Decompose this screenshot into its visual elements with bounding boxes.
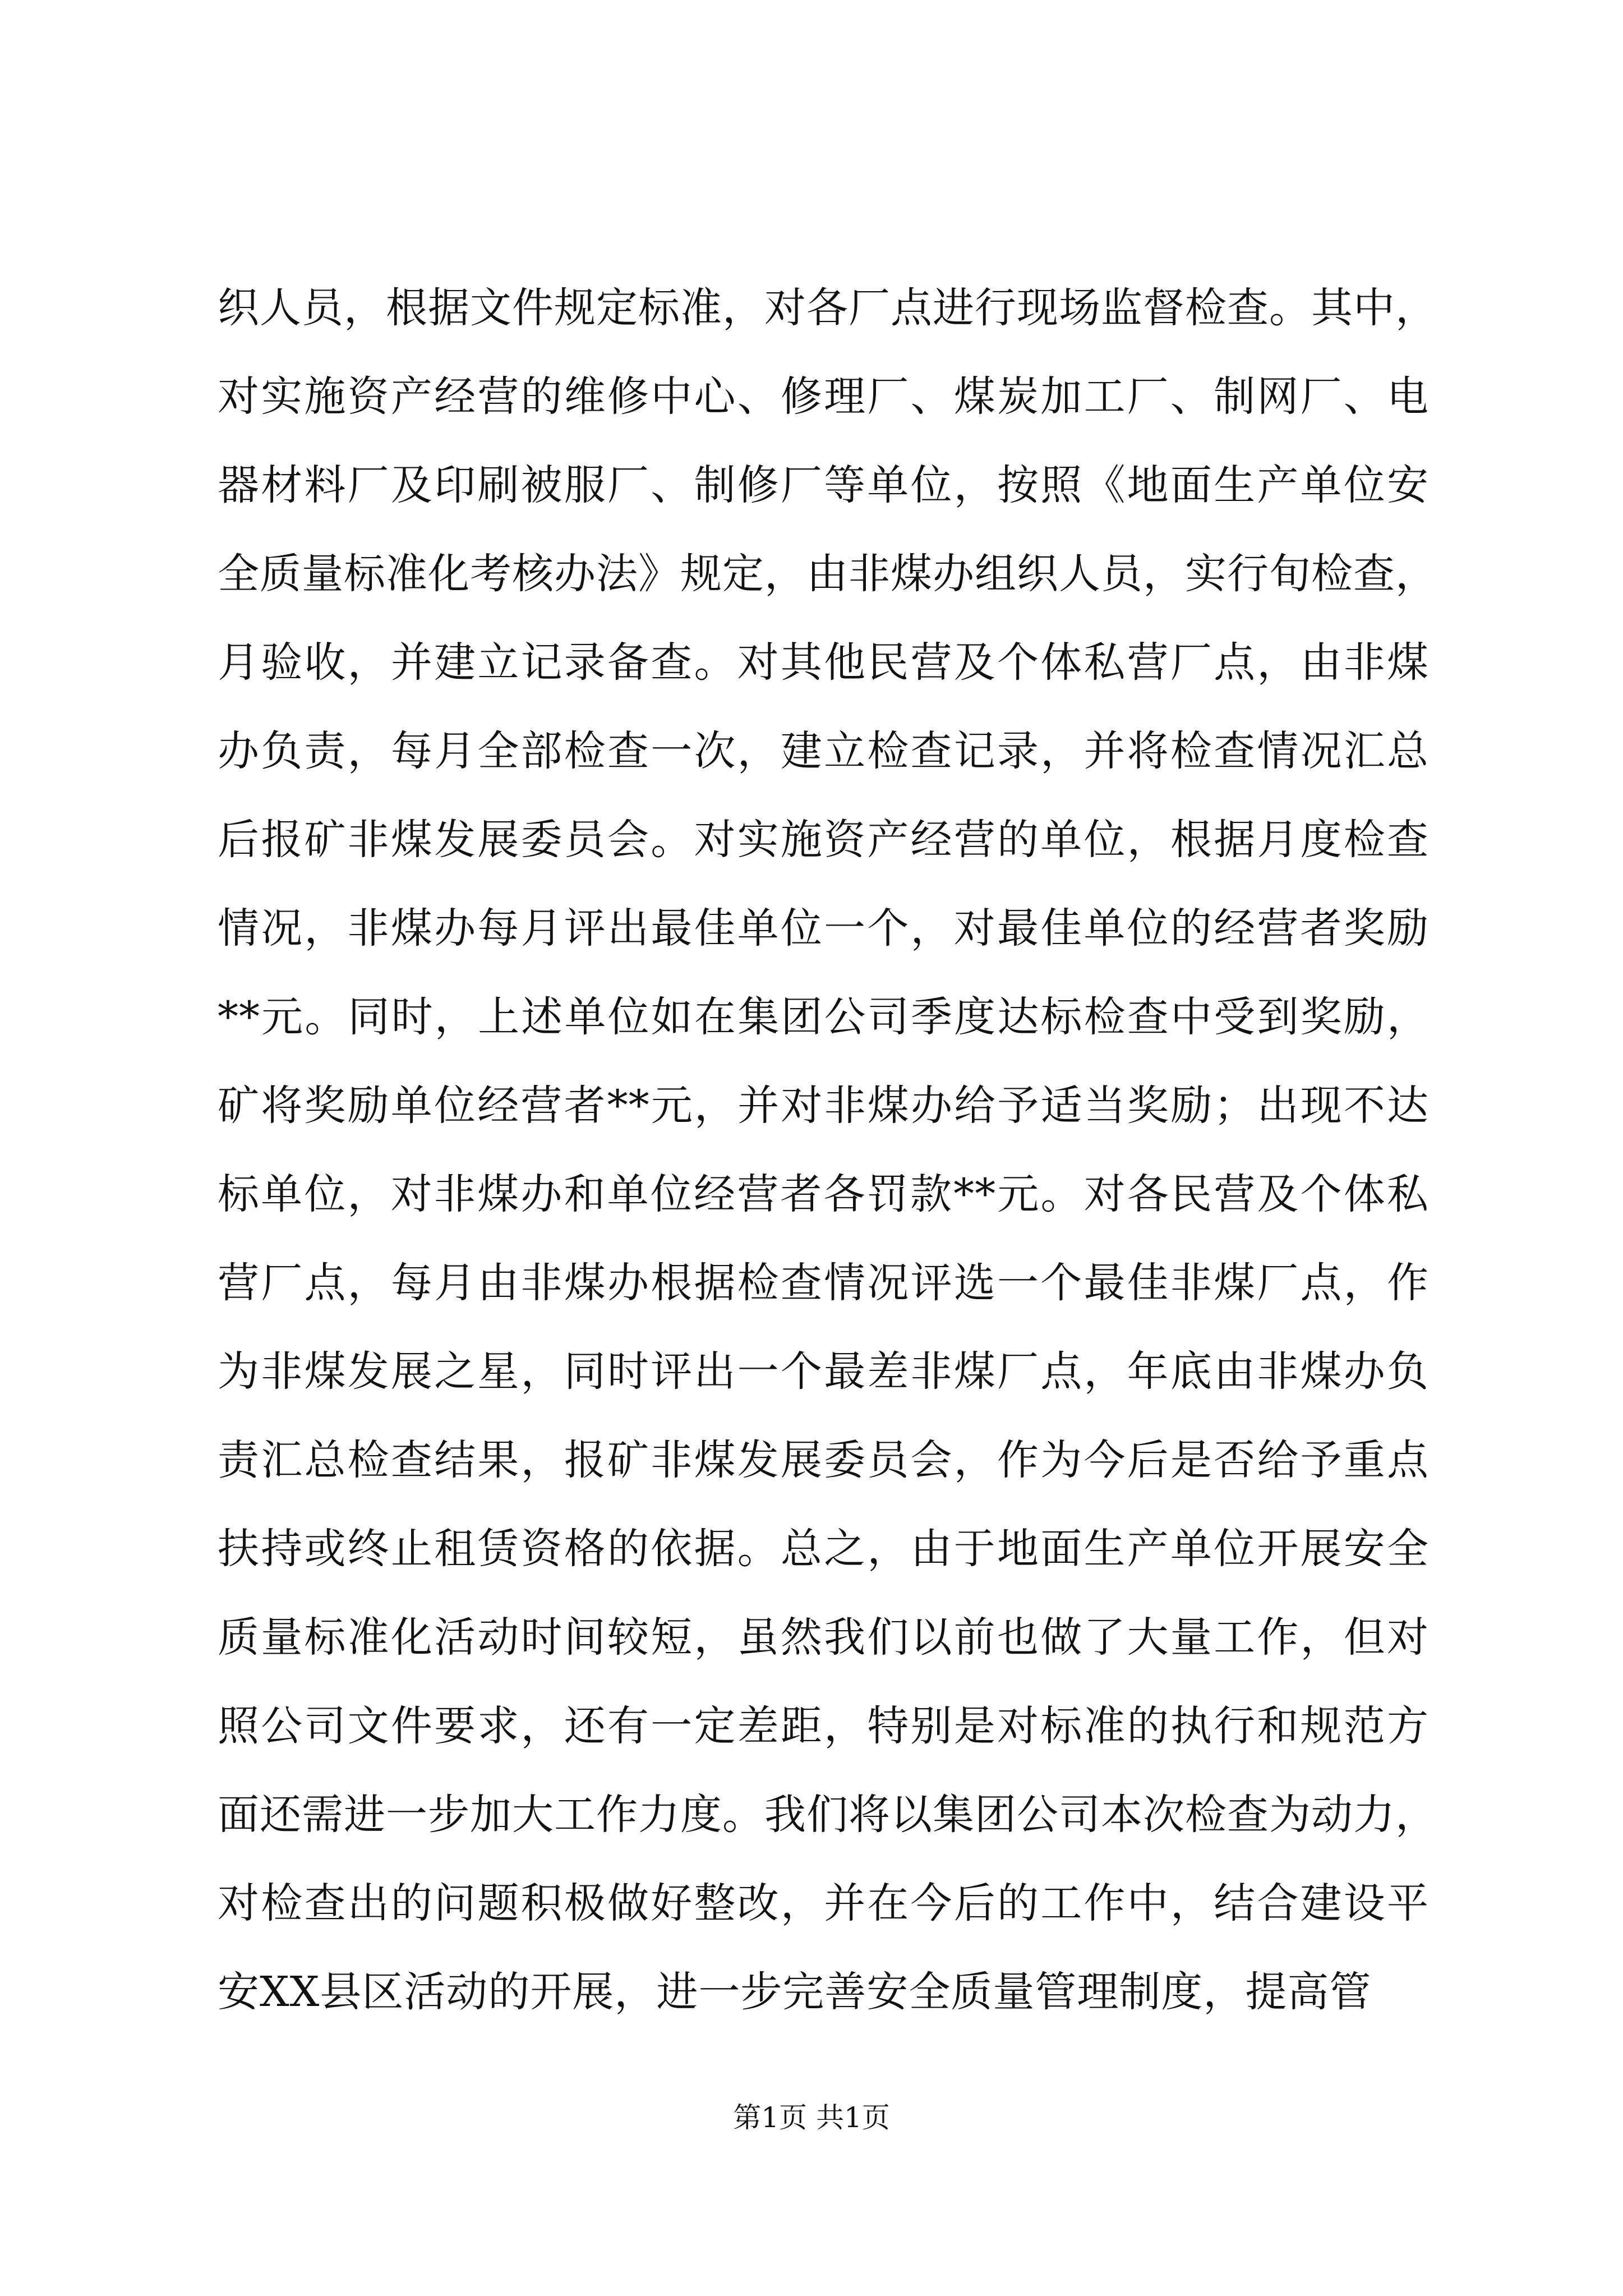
text-line: 织人员，根据文件规定标准，对各厂点进行现场监督检查。其中， xyxy=(218,284,1437,332)
text-line: 标单位，对非煤办和单位经营者各罚款**元。对各民营及个体私 xyxy=(218,1170,1429,1218)
text-line: 为非煤发展之星，同时评出一个最差非煤厂点，年底由非煤办负 xyxy=(218,1347,1429,1396)
body-paragraph xyxy=(218,264,1437,2036)
text-line: 面还需进一步加大工作力度。我们将以集团公司本次检查为动力， xyxy=(218,1791,1437,1839)
text-line: 责汇总检查结果，报矿非煤发展委员会，作为今后是否给予重点 xyxy=(218,1436,1429,1484)
text-line: 营厂点，每月由非煤办根据检查情况评选一个最佳非煤厂点，作 xyxy=(218,1259,1429,1307)
text-line: 情况，非煤办每月评出最佳单位一个，对最佳单位的经营者奖励 xyxy=(218,904,1429,953)
text-line: 对实施资产经营的维修中心、修理厂、煤炭加工厂、制网厂、电 xyxy=(218,372,1429,421)
text-line: 质量标准化活动时间较短，虽然我们以前也做了大量工作，但对 xyxy=(218,1613,1429,1662)
text-line: 安XX县区活动的开展，进一步完善安全质量管理制度，提高管 xyxy=(218,1968,1372,2016)
text-line: 月验收，并建立记录备查。对其他民营及个体私营厂点，由非煤 xyxy=(218,638,1429,687)
text-line: 扶持或终止租赁资格的依据。总之，由于地面生产单位开展安全 xyxy=(218,1525,1429,1573)
text-line: 矿将奖励单位经营者**元，并对非煤办给予适当奖励；出现不达 xyxy=(218,1082,1429,1130)
text-line: 照公司文件要求，还有一定差距，特别是对标准的执行和规范方 xyxy=(218,1702,1429,1750)
text-line: 办负责，每月全部检查一次，建立检查记录，并将检查情况汇总 xyxy=(218,727,1429,775)
text-line: **元。同时，上述单位如在集团公司季度达标检查中受到奖励， xyxy=(218,993,1429,1041)
text-line: 器材料厂及印刷被服厂、制修厂等单位，按照《地面生产单位安 xyxy=(218,461,1429,509)
page-number-footer: 第1页 共1页 xyxy=(733,2101,890,2134)
text-line: 对检查出的问题积极做好整改，并在今后的工作中，结合建设平 xyxy=(218,1879,1429,1927)
text-line: 全质量标准化考核办法》规定，由非煤办组织人员，实行旬检查， xyxy=(218,550,1437,598)
text-line: 后报矿非煤发展委员会。对实施资产经营的单位，根据月度检查 xyxy=(218,816,1429,864)
